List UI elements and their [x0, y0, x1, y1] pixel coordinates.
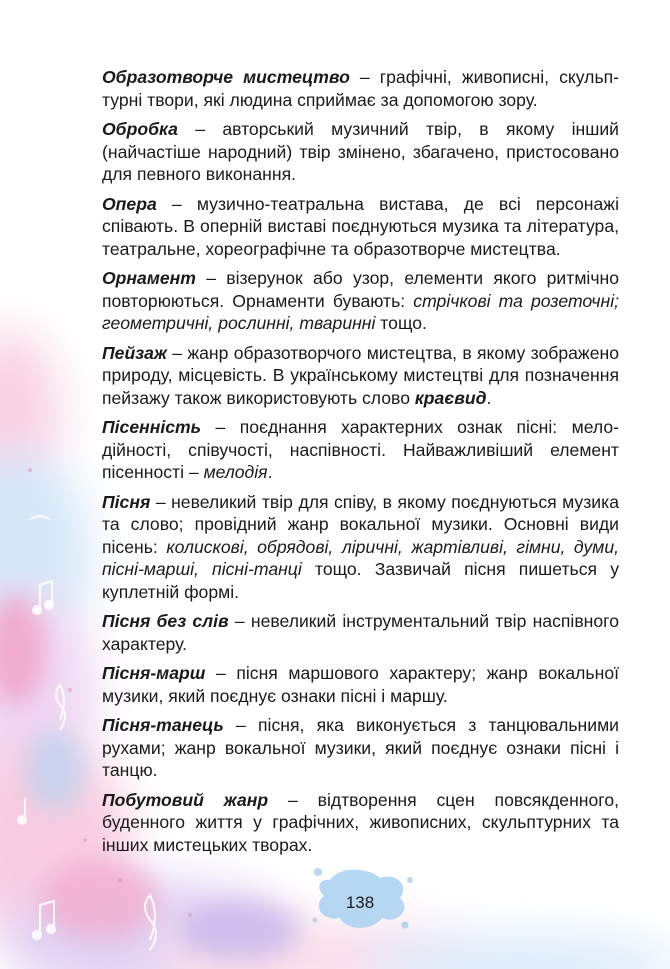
glossary-entry	[102, 662, 619, 707]
glossary-definition-text: – жанр образотворчого мистецтва, в якому зображено природу, місцевість. В українському мистецтві для позначення пейзажу також використовують слово	[102, 342, 619, 408]
glossary-term: краєвид	[414, 387, 487, 408]
glossary-term: Пісня без слів	[102, 611, 229, 631]
glossary-definition-text: – візерунок або узор, елементи якого ритмічно повторюються. Орнаменти бувають:	[102, 268, 619, 311]
glossary-term: Пісня	[102, 491, 151, 512]
glossary-definition-text: тощо.	[375, 313, 427, 333]
glossary-definition-text: .	[267, 462, 273, 482]
glossary-entry	[102, 193, 619, 261]
glossary-italic-text: мелодія	[203, 462, 268, 482]
glossary-entry	[102, 789, 619, 857]
glossary-entry	[102, 342, 619, 410]
glossary-term: Пісня-марш	[102, 663, 206, 683]
glossary-term: Обробка	[102, 119, 178, 139]
glossary-term: Побутовий жанр	[102, 789, 269, 810]
glossary-term: Опера	[102, 193, 157, 214]
glossary-definition-text: тощо. Зазвичай пісня пишеться у куплетній формі.	[102, 559, 619, 602]
glossary-definition-text: .	[486, 387, 492, 408]
glossary-term: Пісня-танець	[102, 715, 224, 735]
glossary-entry	[102, 267, 619, 335]
glossary-definition-text: – невеликий твір для співу, в якому поєднуються музика та слово; провідний жанр вокальної музики. Основні види пісень:	[102, 491, 619, 557]
glossary-definition-text: – поєднання характерних ознак пісні: мелодійності, співучості, наспівності. Найважливіший елемент пісенності –	[102, 417, 619, 482]
glossary-definition-text: – авторський музичний твір, в якому інший (найчастіше народний) твір змінено, збагачено, пристосовано для певного виконання.	[102, 119, 619, 184]
glossary-term: Пейзаж	[102, 342, 167, 363]
glossary-definition-text: – пісня маршового характеру; жанр вокальної музики, який поєднує ознаки пісні і маршу.	[102, 663, 619, 706]
glossary-content	[102, 66, 619, 863]
glossary-entry	[102, 491, 619, 604]
glossary-italic-text: колискові, обрядові, ліричні, жартівливі, гімни, думи, пісні-марші, пісні-танці	[102, 536, 619, 579]
glossary-definition-text: – пісня, яка виконується з танцювальними рухами; жанр вокальної музики, який поєднує ознаки пісні і танцю.	[102, 715, 619, 780]
glossary-term: Орнамент	[102, 268, 196, 288]
glossary-definition-text: – невеликий інструментальний твір наспівного характеру.	[102, 611, 619, 654]
glossary-definition-text: – музично-театральна вистава, де всі персонажі співають. В оперній виставі поєднуються музика та література, театральне, хореографічне та образотворче мистецтва.	[102, 193, 619, 259]
page-number: 138	[345, 893, 375, 912]
glossary-entry	[102, 66, 619, 111]
glossary-italic-text: стрічкові та розеточні; геометричні, рослинні, тваринні	[102, 290, 619, 333]
glossary-entry	[102, 714, 619, 782]
glossary-term: Образотворче мистецтво	[102, 67, 350, 87]
glossary-entry	[102, 416, 619, 484]
glossary-definition-text: – відтворення сцен повсякденного, буденного життя у графічних, живописних, скульптурних та інших мистецьких творах.	[102, 789, 619, 855]
glossary-term: Пісенність	[102, 417, 202, 437]
glossary-entry	[102, 118, 619, 186]
glossary-definition-text: – графічні, живописні, скульптурні твори, які людина сприймає за допомогою зору.	[102, 67, 619, 110]
glossary-entry	[102, 610, 619, 655]
